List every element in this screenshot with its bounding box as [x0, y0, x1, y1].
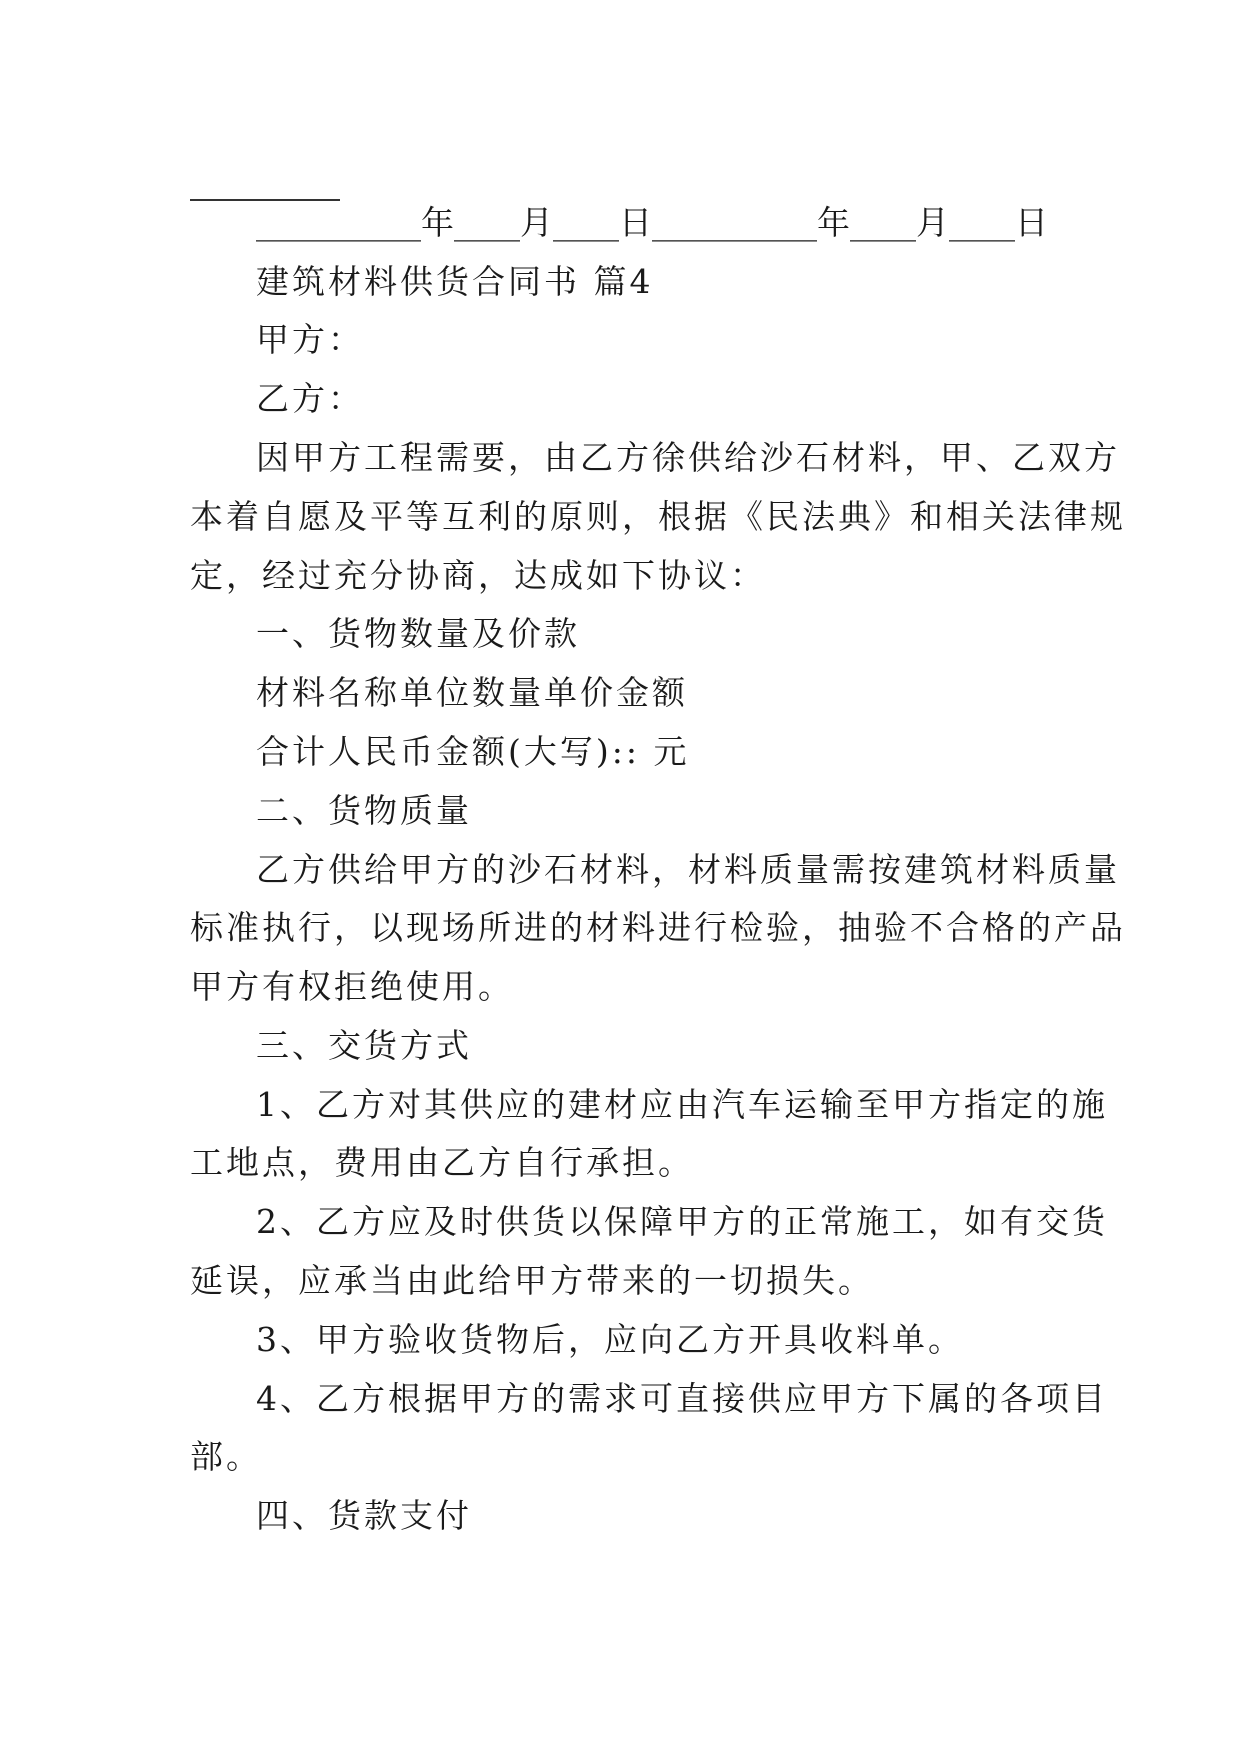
section2-line-3: 甲方有权拒绝使用。 [190, 967, 514, 1006]
item2-line-2: 延误，应承当由此给甲方带来的一切损失。 [190, 1261, 874, 1300]
item1-line-1: 1、乙方对其供应的建材应由汽车运输至甲方指定的施 [256, 1085, 1108, 1124]
section2-line-1: 乙方供给甲方的沙石材料，材料质量需按建筑材料质量 [256, 850, 1120, 889]
section1-heading: 一、货物数量及价款 [256, 614, 580, 653]
date-line: __________年____月____日__________年____月____日 [256, 203, 1048, 242]
party-b-label: 乙方： [256, 379, 364, 418]
intro-line-2: 本着自愿及平等互利的原则，根据《民法典》和相关法律规 [190, 497, 1126, 536]
top-rule [190, 199, 340, 201]
item4-line-2: 部。 [190, 1437, 262, 1476]
table-header: 材料名称单位数量单价金额 [256, 673, 688, 712]
section2-heading: 二、货物质量 [256, 791, 472, 830]
intro-line-1: 因甲方工程需要，由乙方徐供给沙石材料，甲、乙双方 [256, 438, 1120, 477]
item4-line-1: 4、乙方根据甲方的需求可直接供应甲方下属的各项目 [256, 1379, 1108, 1418]
total-amount-line: 合计人民币金额(大写):: 元 [256, 732, 690, 771]
section3-heading: 三、交货方式 [256, 1026, 472, 1065]
section4-heading: 四、货款支付 [256, 1496, 472, 1535]
item3-line: 3、甲方验收货物后，应向乙方开具收料单。 [256, 1320, 964, 1359]
document-title: 建筑材料供货合同书 篇4 [256, 262, 654, 301]
item1-line-2: 工地点，费用由乙方自行承担。 [190, 1143, 694, 1182]
intro-line-3: 定，经过充分协商，达成如下协议： [190, 556, 766, 595]
section2-line-2: 标准执行，以现场所进的材料进行检验，抽验不合格的产品 [190, 908, 1126, 947]
item2-line-1: 2、乙方应及时供货以保障甲方的正常施工，如有交货 [256, 1202, 1108, 1241]
party-a-label: 甲方： [256, 320, 364, 359]
